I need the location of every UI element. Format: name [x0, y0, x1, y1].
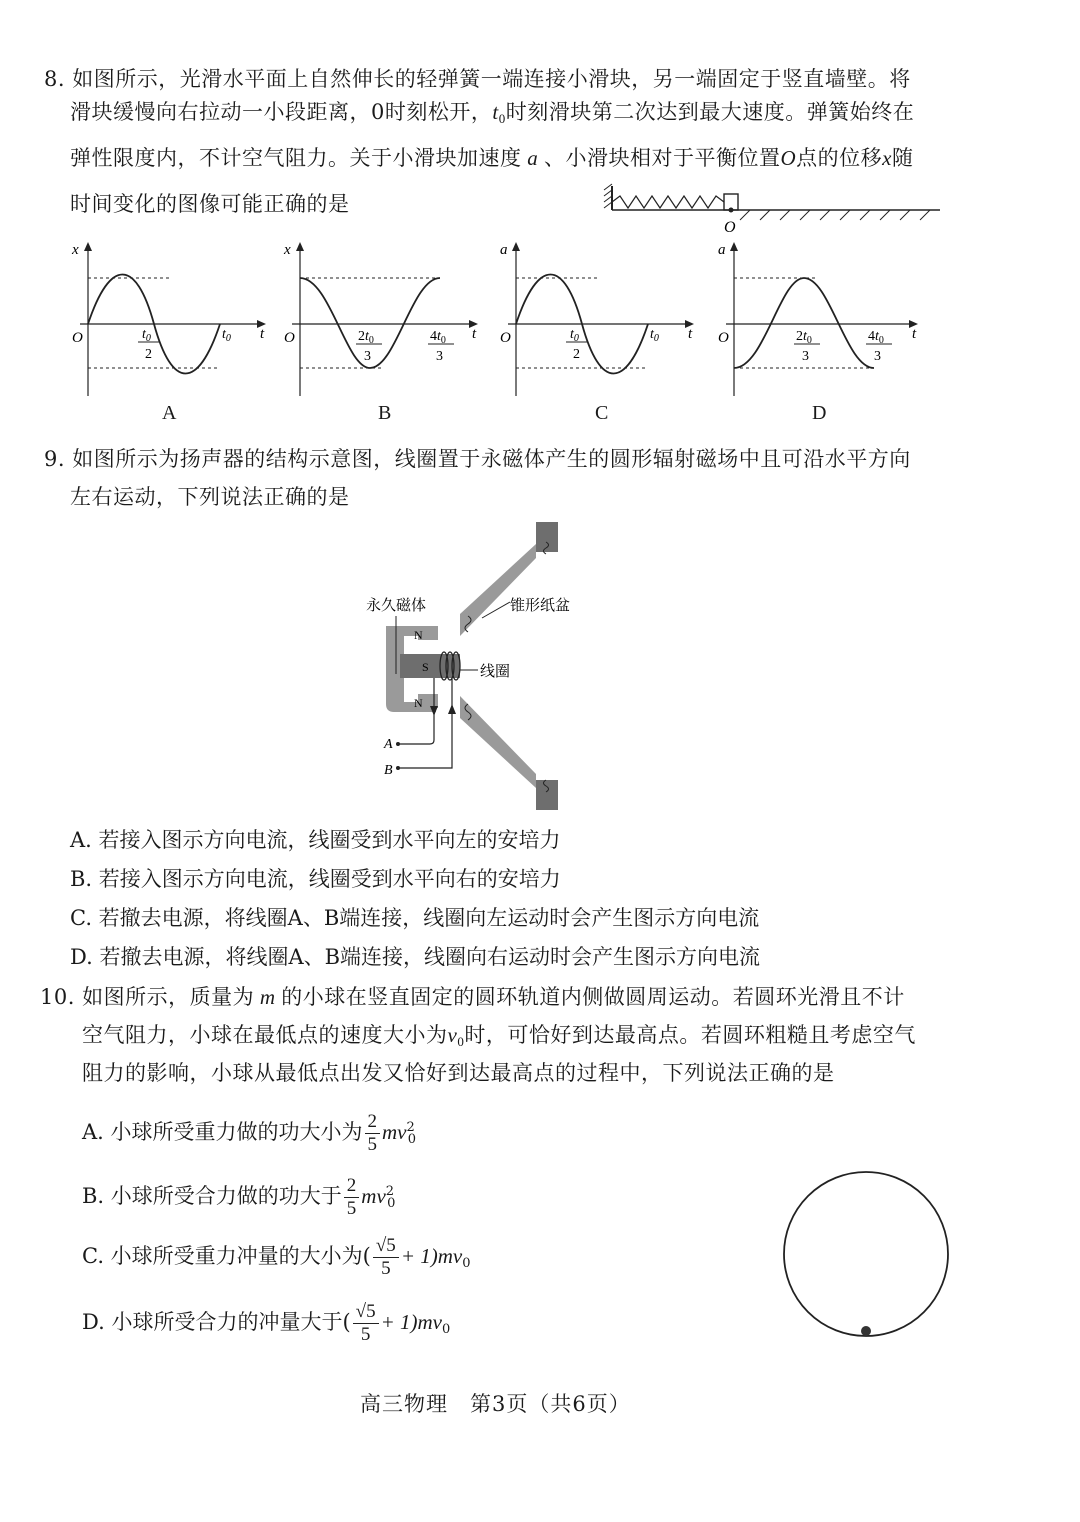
- speaker-diagram: [360, 518, 620, 814]
- svg-text:t: t: [912, 326, 917, 342]
- graph-c-letter: C: [595, 402, 609, 424]
- q10-text-4: 时，可恰好到达最高点。若圆环粗糙且考虑空气: [464, 1023, 916, 1047]
- frac-top: √5: [373, 1235, 399, 1258]
- svg-text:x: x: [72, 242, 79, 258]
- svg-text:2: 2: [573, 347, 580, 362]
- q9-number: 9.: [44, 447, 66, 471]
- x-symbol: x: [882, 146, 892, 170]
- frac-bottom: 5: [381, 1258, 391, 1279]
- frac-top: √5: [353, 1301, 379, 1324]
- q8-line-3: [70, 143, 914, 173]
- svg-text:a: a: [718, 242, 726, 258]
- svg-text:a: a: [500, 242, 508, 258]
- frac-bottom: 5: [367, 1134, 378, 1155]
- spring-figure: [600, 180, 950, 240]
- frac-top: 2: [365, 1111, 381, 1134]
- q9-option-d[interactable]: D. 若撤去电源，将线圈A、B端连接，线圈向右运动时会产生图示方向电流: [70, 945, 761, 969]
- q8-text-8: 时间变化的图像可能正确的是: [70, 192, 350, 216]
- svg-text:3: 3: [436, 349, 443, 364]
- q8-text-2: 滑块缓慢向右拉动一小段距离，0时刻松开，: [70, 100, 493, 124]
- q8-number: 8.: [44, 67, 66, 91]
- q9-text-2: 左右运动，下列说法正确的是: [70, 485, 350, 509]
- option-tail: + 1)mv: [400, 1244, 463, 1268]
- option-tail: mv: [382, 1120, 407, 1144]
- spring-o-label: O: [724, 219, 736, 236]
- q9-option-c[interactable]: C. 若撤去电源，将线圈A、B端连接，线圈向左运动时会产生图示方向电流: [70, 906, 760, 930]
- graph-a: [60, 238, 270, 408]
- fraction: [365, 1111, 381, 1156]
- a-label: A: [384, 737, 393, 752]
- q10-text-3: 空气阻力，小球在最低点的速度大小为: [82, 1023, 448, 1047]
- svg-text:t0: $t_0$: [650, 327, 659, 344]
- svg-text:3: 3: [802, 349, 809, 364]
- q10-option-b-label: B. 小球所受合力做的功大于: [82, 1184, 342, 1208]
- option-tail: mv: [361, 1184, 386, 1208]
- q10-text-1: 如图所示，质量为: [82, 985, 255, 1009]
- v0-symbol: $v_0$: [447, 1023, 465, 1049]
- q10-option-c-label: C. 小球所受重力冲量的大小为(: [82, 1244, 371, 1268]
- graph-b-letter: B: [378, 402, 392, 424]
- svg-text:x: x: [284, 242, 291, 258]
- frac-bottom: 5: [360, 1324, 371, 1345]
- svg-text:t0: $t_0$: [570, 327, 579, 344]
- o-symbol: O: [780, 146, 797, 170]
- q9-line-2: [70, 482, 350, 512]
- svg-text:O: O: [500, 330, 511, 346]
- coil-label: 线圈: [480, 664, 511, 680]
- svg-text:t: t: [688, 326, 693, 342]
- q10-text-2: 的小球在竖直固定的圆环轨道内侧做圆周运动。若圆环光滑且不计: [281, 985, 905, 1009]
- b-label: B: [384, 763, 393, 778]
- q10-option-d[interactable]: D. 小球所受合力的冲量大于( $\frac{√5}{5}$ + $1)mv_0$: [82, 1301, 451, 1345]
- graph-c: [488, 238, 698, 408]
- a-symbol: a: [521, 146, 544, 170]
- graph-b: [272, 238, 482, 408]
- q8-text-7: 随: [892, 146, 914, 170]
- q10-option-d-label: D. 小球所受合力的冲量大于(: [82, 1310, 351, 1334]
- q10-option-a-label: A. 小球所受重力做的功大小为: [82, 1120, 363, 1144]
- svg-text:3: 3: [364, 349, 371, 364]
- svg-text:2: 2: [145, 347, 152, 362]
- q10-line-2: [82, 1020, 916, 1057]
- svg-text:4t0: $4t_0$: [868, 329, 884, 346]
- q8-text-1: 如图所示，光滑水平面上自然伸长的轻弹簧一端连接小滑块，另一端固定于竖直墙壁。将: [72, 67, 911, 91]
- magnet-label: 永久磁体: [366, 598, 427, 614]
- q9-text-1: 如图所示为扬声器的结构示意图，线圈置于永磁体产生的圆形辐射磁场中且可沿水平方向: [72, 447, 911, 471]
- fraction: [344, 1175, 360, 1220]
- svg-text:t: t: [472, 326, 477, 342]
- svg-text:O: O: [284, 330, 295, 346]
- graph-d: [706, 238, 926, 408]
- svg-text:2t0: $2t_0$: [358, 329, 374, 346]
- q8-text-6: 点的位移: [796, 146, 883, 170]
- svg-text:2t0: $2t_0$: [796, 329, 812, 346]
- fraction: [353, 1301, 379, 1346]
- s-label: S: [422, 660, 429, 674]
- n-top-label: N: [414, 628, 423, 642]
- fraction: [373, 1235, 399, 1280]
- q10-text-5: 阻力的影响，小球从最低点出发又恰好到达最高点的过程中，下列说法正确的是: [82, 1061, 835, 1085]
- q9-option-a[interactable]: A. 若接入图示方向电流，线圈受到水平向左的安培力: [70, 828, 561, 852]
- q10-line-3: [82, 1058, 835, 1088]
- ball: [861, 1326, 871, 1336]
- cone-label: 锥形纸盆: [510, 598, 571, 614]
- svg-text:4t0: $4t_0$: [430, 329, 446, 346]
- q10-line-1: [40, 982, 905, 1012]
- frac-bottom: 5: [346, 1198, 357, 1219]
- svg-text:3: 3: [874, 349, 881, 364]
- svg-text:O: O: [718, 330, 729, 346]
- q8-text-3: 时刻滑块第二次达到最大速度。弹簧始终在: [505, 100, 915, 124]
- q10-option-b[interactable]: B. 小球所受合力做的功大于 $\frac{2}{5}$ $mv^2_0$: [82, 1175, 396, 1219]
- m-symbol: m: [254, 985, 282, 1009]
- n-bottom-label: N: [414, 696, 423, 710]
- q9-line-1: [44, 444, 911, 474]
- frac-top: 2: [344, 1175, 360, 1198]
- q9-option-b[interactable]: B. 若接入图示方向电流，线圈受到水平向右的安培力: [70, 867, 561, 891]
- graph-a-letter: A: [162, 402, 177, 424]
- q8-text-5: 、小滑块相对于平衡位置: [544, 146, 781, 170]
- t0-symbol: $t_0$: [492, 100, 506, 126]
- q8-line-1: [44, 64, 911, 94]
- svg-text:t0: $t_0$: [142, 327, 151, 344]
- page-footer: 高三物理 第3页（共6页）: [360, 1392, 631, 1416]
- q10-option-c[interactable]: C. 小球所受重力冲量的大小为( $\frac{√5}{5}$ + $1)mv_0$: [82, 1235, 471, 1279]
- option-tail: + 1)mv: [380, 1310, 442, 1334]
- q8-text-4: 弹性限度内，不计空气阻力。关于小滑块加速度: [70, 146, 522, 170]
- graph-d-letter: D: [812, 402, 827, 424]
- circle-track: [780, 1166, 954, 1346]
- svg-text:t: t: [260, 326, 265, 342]
- q8-line-4: [70, 189, 350, 219]
- svg-text:O: O: [72, 330, 83, 346]
- q10-number: 10.: [40, 985, 75, 1009]
- q8-line-2: [70, 97, 914, 134]
- q10-option-a[interactable]: A. 小球所受重力做的功大小为 $\frac{2}{5}$ $mv^2_0$: [82, 1111, 417, 1155]
- svg-text:t0: $t_0$: [222, 327, 231, 344]
